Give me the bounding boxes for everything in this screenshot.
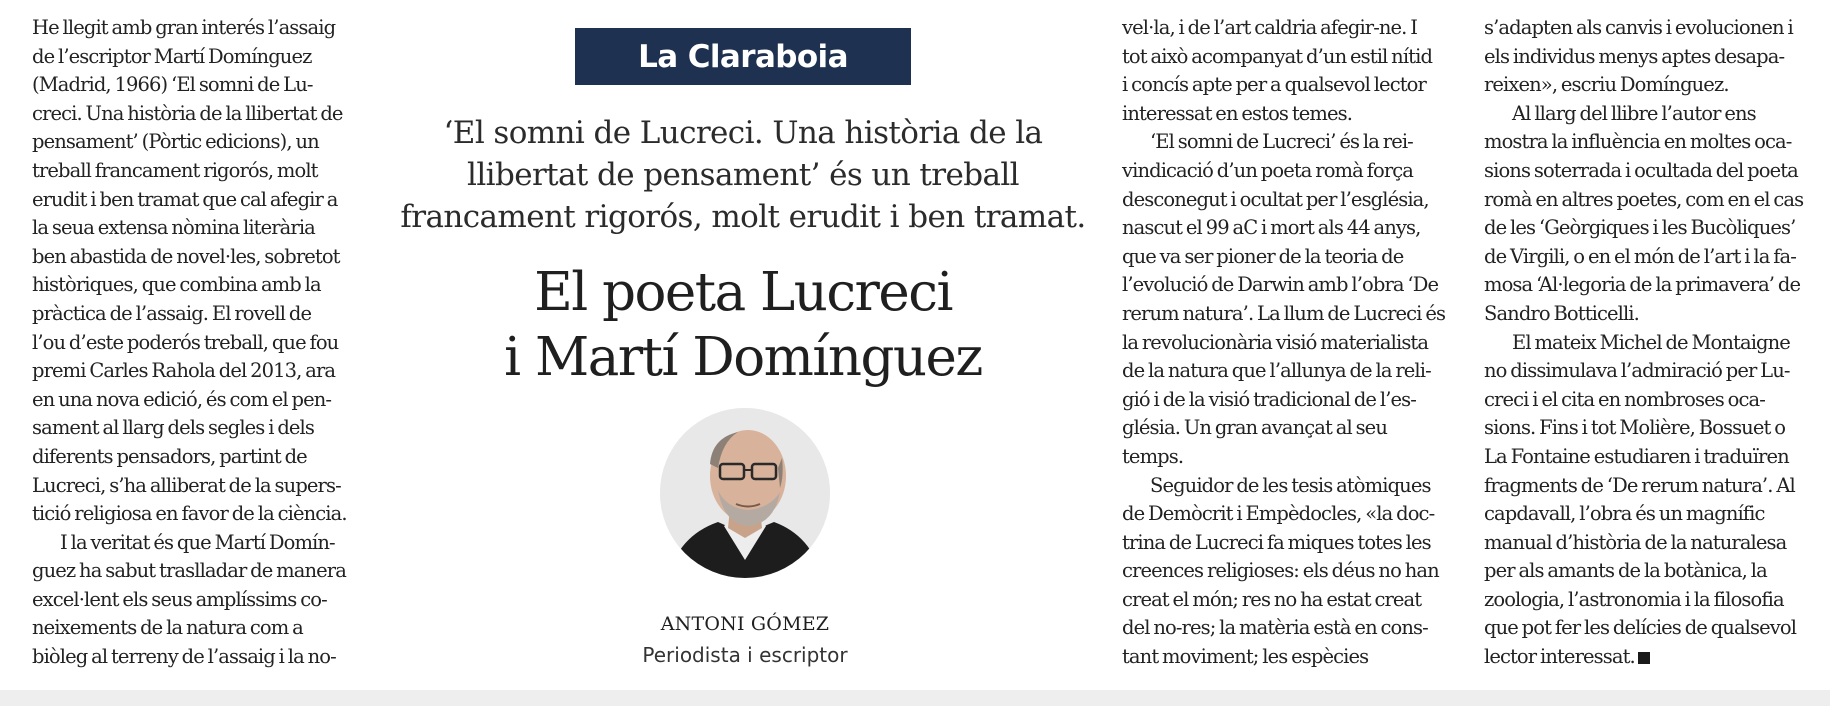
article-line: rerum natura’. La llum de Lucreci és [1122, 301, 1446, 325]
article-line: l’ou d’este poderós treball, que fou [32, 330, 339, 354]
author-name: ANTONI GÓMEZ [660, 613, 830, 635]
article-line: de la natura que l’allunya de la reli- [1122, 359, 1431, 383]
article-line: ‘El somni de Lucreci’ és la rei- [1150, 130, 1413, 154]
article-line: biòleg al terreny de l’assaig i la no- [32, 645, 336, 669]
article-line: nascut el 99 aC i mort als 44 anys, [1122, 216, 1421, 240]
article-line: de les ‘Geòrgiques i les Bucòliques’ [1484, 216, 1796, 240]
article-line: Al llarg del llibre l’autor ens [1512, 101, 1756, 125]
pull-quote [390, 112, 1096, 238]
section-tag-label: La Claraboia [638, 38, 848, 75]
article-line: del no-res; la matèria està en cons- [1122, 616, 1428, 640]
article-line: sament al llarg dels segles i dels [32, 416, 314, 440]
article-line: glésia. Un gran avançat al seu [1122, 416, 1387, 440]
article-line: neixements de la natura com a [32, 616, 303, 640]
article-line: interessat en estos temes. [1122, 101, 1353, 125]
page-bottom-strip [0, 690, 1830, 706]
article-line: creci. Una història de la llibertat de [32, 101, 343, 125]
end-of-article-icon [1638, 652, 1650, 664]
article-line: pensament’ (Pòrtic edicions), un [32, 130, 319, 154]
article-line: temps. [1122, 444, 1184, 468]
article-line: s’adapten als canvis i evolucionen i [1484, 16, 1793, 39]
pull-quote-line: francament rigorós, molt erudit i ben tramat. [400, 199, 1086, 235]
article-line: per als amants de la botànica, la [1484, 559, 1767, 583]
headline [430, 260, 1056, 390]
article-line: excel·lent els seus amplíssims co- [32, 587, 327, 611]
article-line: tant moviment; les espècies [1122, 645, 1369, 669]
article-line: Sandro Botticelli. [1484, 301, 1639, 325]
article-line: la seua extensa nòmina literària [32, 216, 315, 240]
pull-quote-line: ‘El somni de Lucreci. Una història de la [443, 115, 1043, 151]
article-line: els individus menys aptes desapa- [1484, 44, 1785, 68]
section-tag [575, 28, 911, 85]
article-line: guez ha sabut traslladar de manera [32, 559, 346, 583]
article-line: i concís apte per a qualsevol lector [1122, 73, 1426, 97]
article-line: de Virgili, o en el món de l’art i la fa- [1484, 244, 1796, 268]
article-line: de l’escriptor Martí Domínguez [32, 44, 312, 68]
article-line: erudit i ben tramat que cal afegir a [32, 187, 338, 211]
article-line: Seguidor de les tesis atòmiques [1150, 473, 1431, 497]
article-line: tot això acompanyat d’un estil nítid [1122, 44, 1433, 68]
article-line: capdavall, l’obra és un magnífic [1484, 502, 1765, 526]
article-line: creat el món; res no ha estat creat [1122, 587, 1422, 611]
article-line: en una nova edició, és com el pen- [32, 387, 332, 411]
article-line: La Fontaine estudiaren i traduïren [1484, 444, 1789, 468]
article-line: de Demòcrit i Empèdocles, «la doc- [1122, 502, 1435, 526]
article-line: pràctica de l’assaig. El rovell de [32, 301, 312, 325]
article-column-1 [32, 14, 372, 672]
article-line: la revolucionària visió materialista [1122, 330, 1429, 354]
article-line: premi Carles Rahola del 2013, ara [32, 359, 336, 383]
article-line: lector interessat. [1484, 643, 1824, 672]
article-line: Lucreci, s’ha alliberat de la supers- [32, 473, 341, 497]
article-line: treball francament rigorós, molt [32, 158, 318, 182]
author-portrait-icon [660, 408, 830, 578]
article-line: creences religioses: els déus no han [1122, 559, 1439, 583]
article-line: (Madrid, 1966) ‘El somni de Lu- [32, 73, 313, 97]
article-line: romà en altres poetes, com en el cas [1484, 187, 1804, 211]
article-line: històriques, que combina amb la [32, 273, 321, 297]
article-line: trina de Lucreci fa miques totes les [1122, 530, 1431, 554]
article-line: no dissimulava l’admiració per Lu- [1484, 359, 1790, 383]
article-line: l’evolució de Darwin amb l’obra ‘De [1122, 273, 1439, 297]
article-line: creci i el cita en nombroses oca- [1484, 387, 1765, 411]
headline-line: El poeta Lucreci [534, 262, 952, 323]
article-line: sions. Fins i tot Molière, Bossuet o [1484, 416, 1786, 440]
article-line: sions soterrada i ocultada del poeta [1484, 158, 1798, 182]
article-line: El mateix Michel de Montaigne [1512, 330, 1790, 354]
article-line: vindicació d’un poeta romà força [1122, 158, 1413, 182]
article-line: mostra la influència en moltes oca- [1484, 130, 1792, 154]
article-line: tició religiosa en favor de la ciència. [32, 502, 347, 526]
article-column-4 [1484, 14, 1824, 672]
author-role: Periodista i escriptor [642, 643, 848, 667]
article-column-3 [1122, 14, 1468, 672]
article-line: gió i de la visió tradicional de l’es- [1122, 387, 1416, 411]
article-line: fragments de ‘De rerum natura’. Al [1484, 473, 1795, 497]
article-line: I la veritat és que Martí Domín- [60, 530, 335, 554]
article-line: vel·la, i de l’art caldria afegir-ne. I [1122, 16, 1418, 39]
article-line: desconegut i ocultat per l’església, [1122, 187, 1429, 211]
article-line: diferents pensadors, partint de [32, 444, 307, 468]
article-line: reixen», escriu Domínguez. [1484, 73, 1729, 97]
article-line: que pot fer les delícies de qualsevol [1484, 616, 1797, 640]
article-line: ben abastida de novel·les, sobretot [32, 244, 340, 268]
article-line: manual d’història de la naturalesa [1484, 530, 1787, 554]
author-photo [660, 408, 830, 578]
article-line: mosa ‘Al·legoria de la primavera’ de [1484, 273, 1801, 297]
headline-line: i Martí Domínguez [504, 327, 982, 388]
article-line: que va ser pioner de la teoria de [1122, 244, 1404, 268]
pull-quote-line: llibertat de pensament’ és un treball [467, 157, 1019, 193]
article-line: zoologia, l’astronomia i la filosofia [1484, 587, 1784, 611]
article-line: He llegit amb gran interés l’assaig [32, 16, 336, 39]
